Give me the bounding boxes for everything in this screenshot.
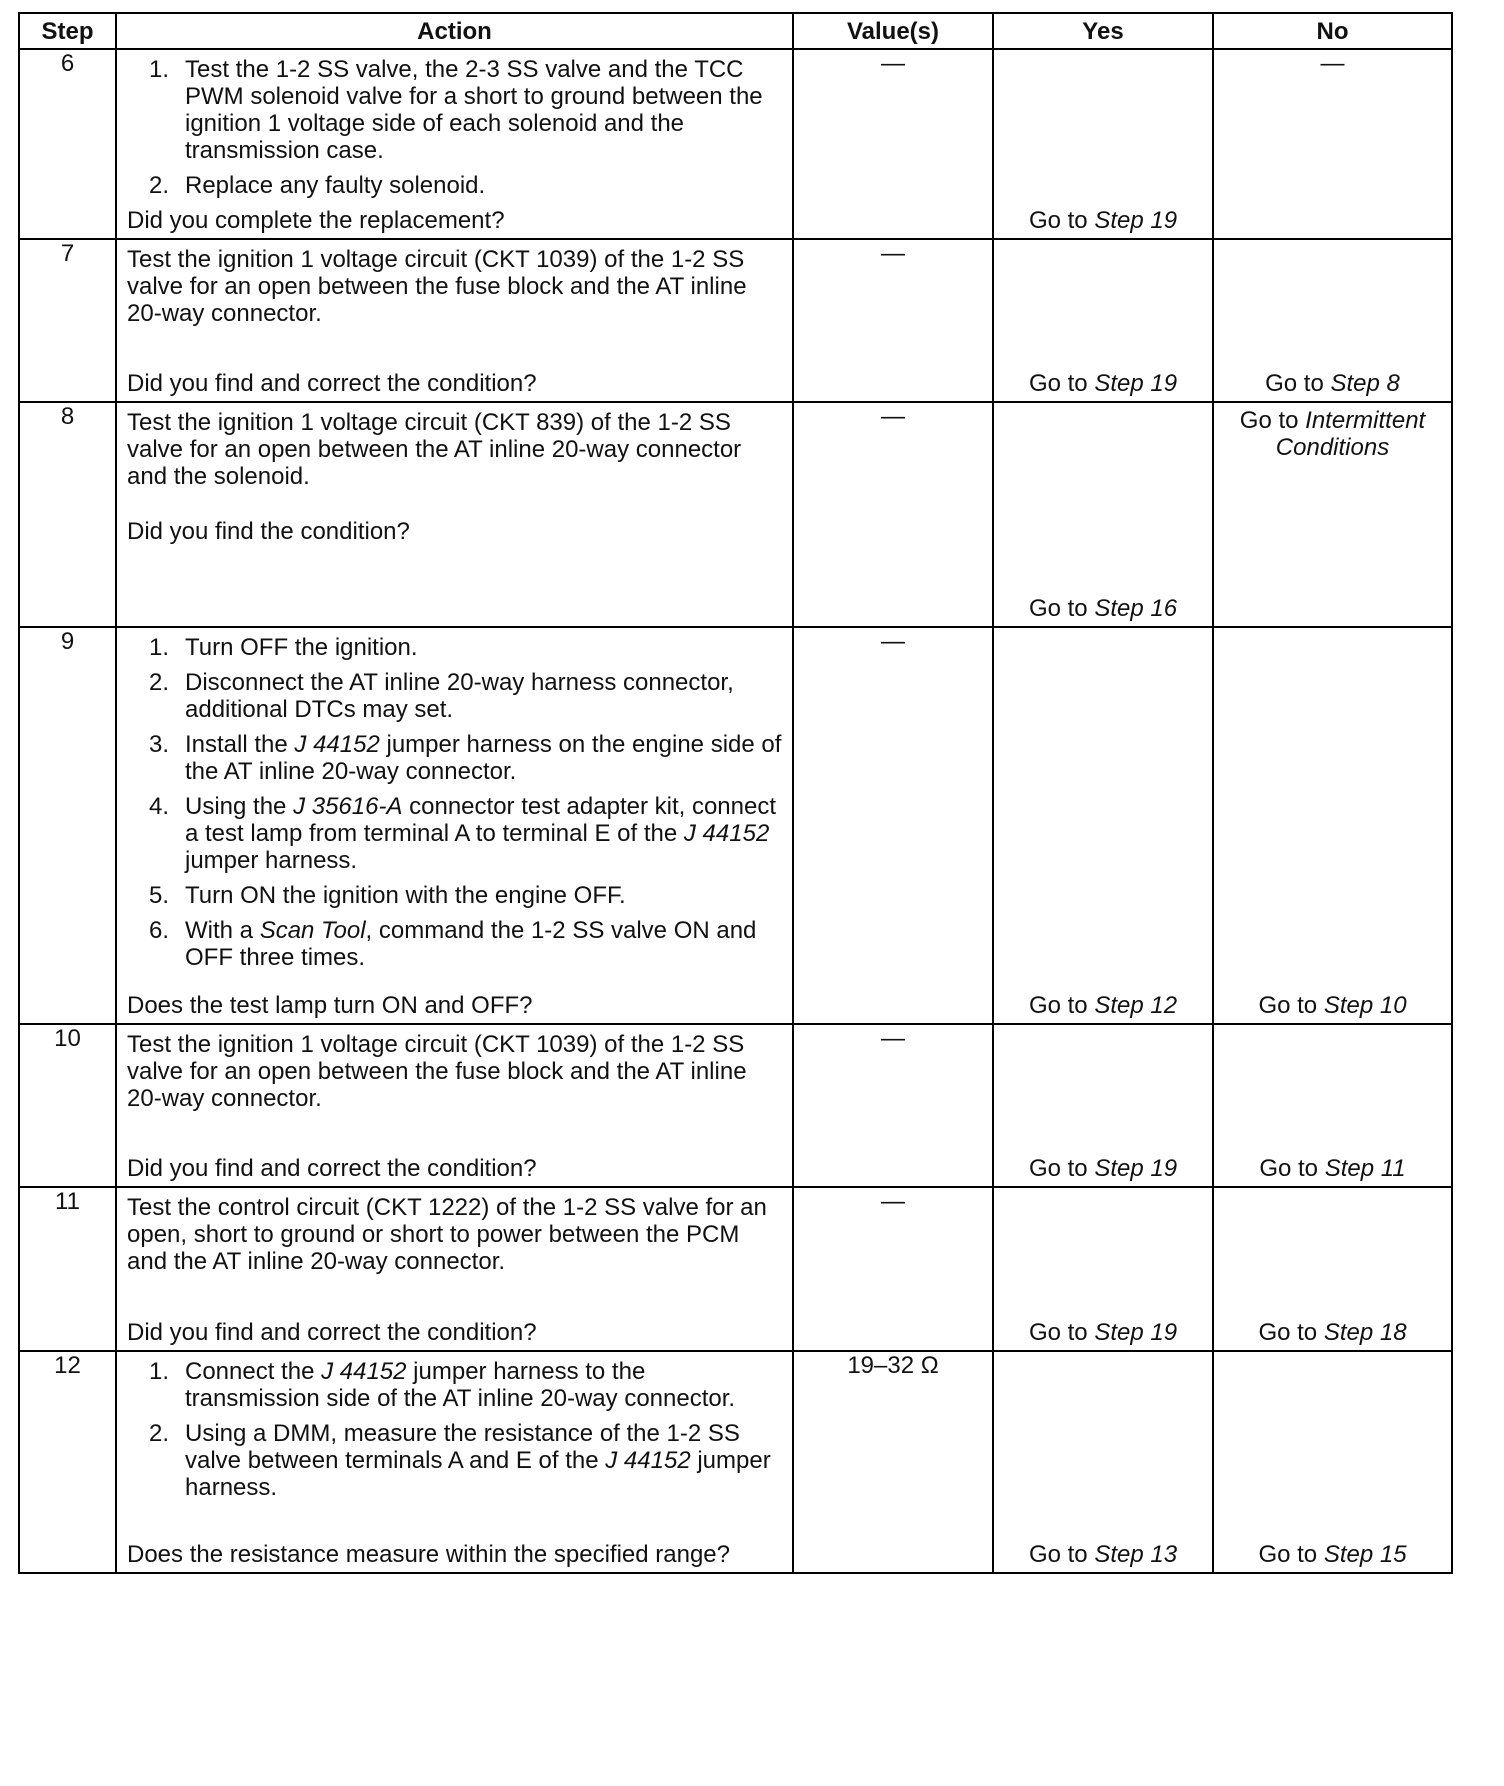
instruction-list (127, 634, 782, 971)
list-item: 5. Turn ON the ignition with the engine OFF. (149, 882, 626, 909)
yes-goto: Go to Step 12 (1028, 992, 1178, 1019)
no-cell: — (1213, 49, 1452, 239)
step-number: 9 (19, 627, 116, 1024)
step-number: 6 (19, 49, 116, 239)
instruction-text: Test the ignition 1 voltage circuit (CKT 1039) of the 1-2 SS valve for an open between the fuse block and the AT inline 20-way connector. (127, 246, 747, 327)
yes-goto: Go to Step 19 (1028, 1319, 1178, 1346)
goto-target: Step 12 (1094, 992, 1178, 1019)
table-row (19, 1187, 1452, 1351)
instruction-text: Test the control circuit (CKT 1222) of the 1-2 SS valve for an open, short to ground or short to power between the PCM and the AT inline 20-way connector. (127, 1194, 767, 1275)
yes-cell (993, 627, 1213, 1024)
table-row (19, 402, 1452, 627)
table-row (19, 1024, 1452, 1187)
yes-cell (993, 1187, 1213, 1351)
question-text: Did you find and correct the condition? (127, 1155, 537, 1182)
step-number: 11 (19, 1187, 116, 1351)
value-cell: — (793, 627, 993, 1024)
value-cell: — (793, 239, 993, 402)
list-item: 2. Using a DMM, measure the resistance of the 1-2 SS valve between terminals A and E of the J 44152 jumper harness. (149, 1420, 771, 1501)
table-row (19, 239, 1452, 402)
yes-cell (993, 402, 1213, 627)
yes-cell (993, 1351, 1213, 1573)
step-number: 7 (19, 239, 116, 402)
instruction-text: Test the ignition 1 voltage circuit (CKT 1039) of the 1-2 SS valve for an open between the fuse block and the AT inline 20-way connector. (127, 1031, 747, 1112)
step-number: 12 (19, 1351, 116, 1573)
no-cell (1213, 1351, 1452, 1573)
header-yes: Yes (993, 13, 1213, 49)
no-goto: Go to Step 8 (1265, 370, 1400, 397)
table-row (19, 627, 1452, 1024)
action-cell (116, 1024, 793, 1187)
goto-target: Intermittent Conditions (1275, 407, 1426, 461)
yes-goto: Go to Step 19 (1028, 370, 1178, 397)
no-goto: Go to Step 11 (1259, 1155, 1406, 1182)
question-text: Does the test lamp turn ON and OFF? (127, 992, 533, 1019)
value-cell: — (793, 49, 993, 239)
list-item: 2. Disconnect the AT inline 20-way harness connector, additional DTCs may set. (149, 669, 734, 723)
header-row (19, 13, 1452, 49)
value-cell: 19–32 Ω (793, 1351, 993, 1573)
action-cell (116, 49, 793, 239)
value-cell: — (793, 1187, 993, 1351)
no-cell (1213, 1187, 1452, 1351)
goto-target: Step 18 (1323, 1319, 1407, 1346)
question-text: Does the resistance measure within the specified range? (127, 1541, 730, 1568)
goto-target: Step 19 (1094, 370, 1178, 397)
goto-target: Step 10 (1323, 992, 1407, 1019)
goto-target: Step 15 (1323, 1541, 1407, 1568)
no-goto: Go to Step 10 (1258, 992, 1407, 1019)
header-values: Value(s) (793, 13, 993, 49)
action-cell (116, 239, 793, 402)
goto-target: Step 16 (1094, 595, 1178, 622)
table-row (19, 1351, 1452, 1573)
no-cell (1213, 1024, 1452, 1187)
list-item: 1. Test the 1-2 SS valve, the 2-3 SS valve and the TCC PWM solenoid valve for a short to ground between the ignition 1 voltage side of each solenoid and the transmission case. (149, 56, 763, 164)
action-cell (116, 1187, 793, 1351)
list-item: 4. Using the J 35616-A connector test adapter kit, connect a test lamp from terminal A to terminal E of the J 44152 jumper harness. (149, 793, 777, 874)
yes-goto: Go to Step 19 (1028, 207, 1178, 234)
question-text: Did you find the condition? (127, 518, 410, 545)
action-cell (116, 627, 793, 1024)
list-item: 3. Install the J 44152 jumper harness on the engine side of the AT inline 20-way connector. (149, 731, 782, 785)
goto-target: Step 13 (1094, 1541, 1178, 1568)
list-item: 6. With a Scan Tool, command the 1-2 SS valve ON and OFF three times. (149, 917, 757, 971)
value-cell: — (793, 1024, 993, 1187)
no-goto: Go to Intermittent Conditions (1239, 407, 1426, 461)
instruction-list (127, 1358, 782, 1501)
goto-target: Step 11 (1324, 1155, 1406, 1182)
table-row (19, 49, 1452, 239)
header-step: Step (19, 13, 116, 49)
question-text: Did you find and correct the condition? (127, 1319, 537, 1346)
step-number: 10 (19, 1024, 116, 1187)
no-cell (1213, 239, 1452, 402)
yes-cell (993, 1024, 1213, 1187)
diagnostic-table (18, 12, 1453, 1574)
instruction-list (127, 56, 782, 199)
value-cell: — (793, 402, 993, 627)
question-text: Did you complete the replacement? (127, 207, 505, 234)
question-text: Did you find and correct the condition? (127, 370, 537, 397)
yes-goto: Go to Step 19 (1028, 1155, 1178, 1182)
list-item: 2. Replace any faulty solenoid. (149, 172, 486, 199)
yes-cell (993, 49, 1213, 239)
goto-target: Step 19 (1094, 1155, 1178, 1182)
no-goto: Go to Step 18 (1258, 1319, 1407, 1346)
list-item: 1. Turn OFF the ignition. (149, 634, 418, 661)
header-no: No (1213, 13, 1452, 49)
no-cell (1213, 627, 1452, 1024)
step-number: 8 (19, 402, 116, 627)
instruction-text: Test the ignition 1 voltage circuit (CKT 839) of the 1-2 SS valve for an open between the AT inline 20-way connector and the solenoid. (127, 409, 742, 490)
goto-target: Step 8 (1330, 370, 1400, 397)
yes-goto: Go to Step 13 (1028, 1541, 1178, 1568)
yes-goto: Go to Step 16 (1028, 595, 1178, 622)
diagnostic-table-container (18, 12, 1453, 1574)
goto-target: Step 19 (1094, 1319, 1178, 1346)
no-cell (1213, 402, 1452, 627)
action-cell (116, 402, 793, 627)
yes-cell (993, 239, 1213, 402)
list-item: 1. Connect the J 44152 jumper harness to the transmission side of the AT inline 20-way connector. (149, 1358, 736, 1412)
header-action: Action (116, 13, 793, 49)
no-goto: Go to Step 15 (1258, 1541, 1407, 1568)
action-cell (116, 1351, 793, 1573)
goto-target: Step 19 (1094, 207, 1178, 234)
